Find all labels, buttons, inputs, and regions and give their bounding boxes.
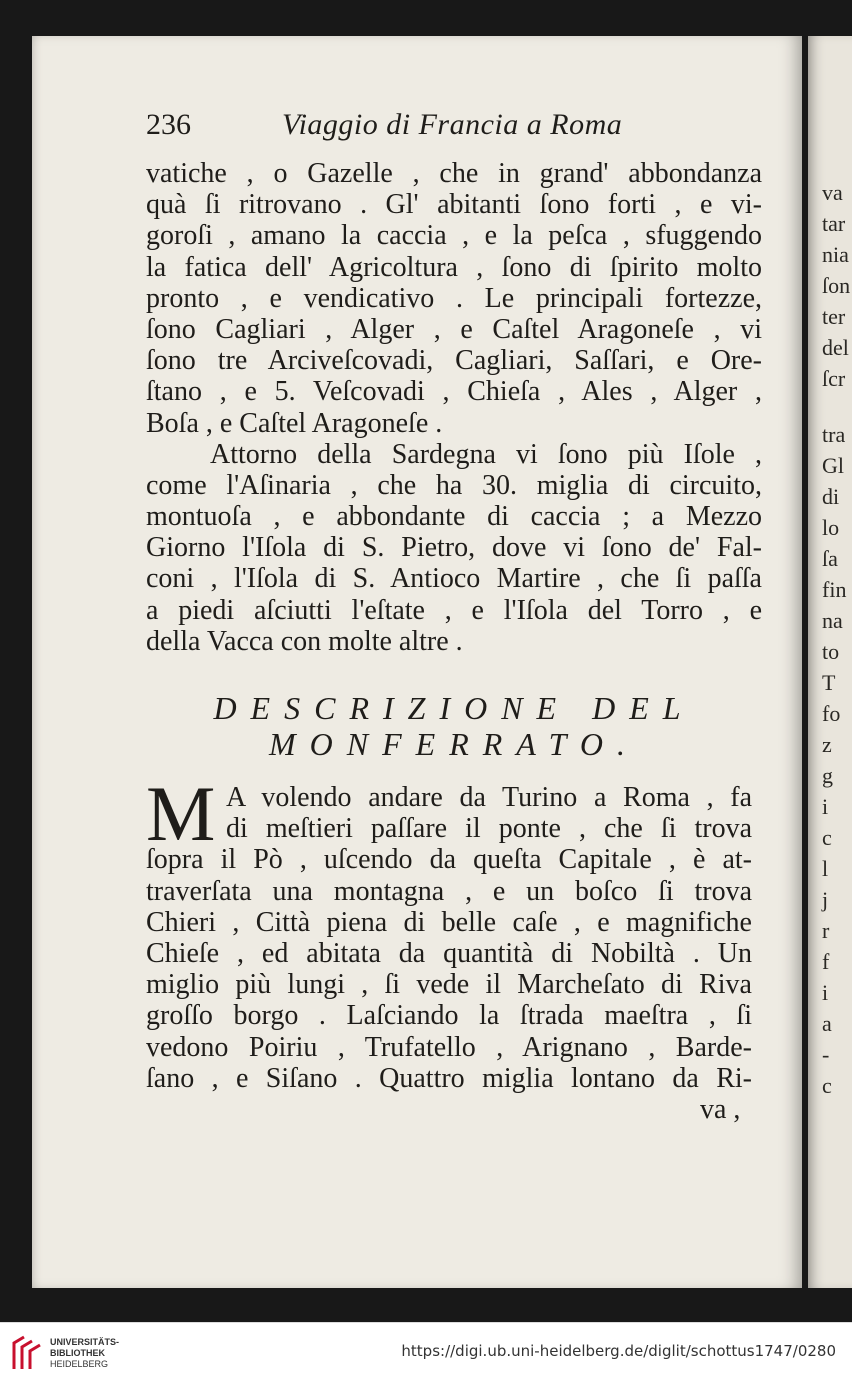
library-logo-icon[interactable] (10, 1333, 46, 1373)
text-line: quà ſi ritrovano . Gl' abitanti ſono forti , e vi- (146, 189, 762, 221)
drop-cap: M (146, 770, 216, 857)
facing-page-fragment: va (822, 180, 843, 205)
facing-page-fragment: tra (822, 422, 846, 447)
facing-page-fragment: ſa (822, 546, 838, 571)
text-line: ſono Cagliari , Alger , e Caſtel Aragoneſe , vi (146, 313, 762, 345)
facing-page-fragment: ſcr (822, 366, 846, 391)
facing-page-fragment: r (822, 918, 830, 943)
text-line: Attorno della Sardegna vi ſono più Iſole , (210, 438, 762, 470)
text-line: pronto , e vendicativo . Le principali fortezze, (146, 282, 762, 314)
logo-line: UNIVERSITÄTS- (50, 1337, 120, 1347)
logo-line: HEIDELBERG (50, 1359, 109, 1369)
body-text-bottom (146, 770, 752, 1094)
permalink-url[interactable]: https://digi.ub.uni-heidelberg.de/diglit/schottus1747/0280 (401, 1342, 836, 1360)
facing-page-fragment: j (822, 887, 829, 912)
text-line: della Vacca con molte altre . (146, 625, 463, 657)
facing-page-fragment: l (822, 856, 829, 881)
section-heading-line: DESCRIZIONE DEL (213, 690, 695, 726)
facing-page-fragment: T (822, 670, 836, 695)
facing-page-fragment: del (822, 335, 849, 360)
text-line: Chieri , Città piena di belle caſe , e magnifiche (146, 906, 752, 938)
text-line: traverſata una montagna , e un boſco ſi trova (146, 875, 752, 907)
facing-page-fragment: c (822, 1073, 832, 1098)
text-line: Giorno l'Iſola di S. Pietro, dove vi ſono de' Fal- (146, 532, 762, 564)
text-line: ſopra il Pò , uſcendo da queſta Capitale , è at- (146, 844, 752, 876)
text-line: miglio più lungi , ſi vede il Marcheſato di Riva (146, 969, 752, 1001)
facing-page-fragment: i (822, 980, 829, 1005)
text-line: Chieſe , ed abitata da quantità di Nobiltà . Un (146, 937, 752, 969)
facing-page-fragment: - (822, 1042, 830, 1067)
library-logo-text (50, 1337, 119, 1370)
page-header (146, 108, 666, 152)
page-number: 236 (146, 108, 191, 141)
facing-page-fragment: ſon (822, 273, 851, 298)
facing-page-fragment: c (822, 825, 832, 850)
facing-page-fragment: a (822, 1011, 832, 1036)
text-line: a piedi aſciutti l'eſtate , e l'Iſola del Torro , e (146, 594, 762, 626)
viewer-footer (0, 1322, 852, 1385)
facing-page-fragment: fin (822, 577, 847, 602)
facing-page-fragment: i (822, 794, 829, 819)
text-line: coni , l'Iſola di S. Antioco Martire , che ſi paſſa (146, 563, 762, 595)
facing-page-fragment: ter (822, 304, 846, 329)
running-title: Viaggio di Francia a Roma (282, 108, 623, 141)
text-line: la fatica dell' Agricoltura , ſono di ſpirito molto (146, 251, 762, 283)
section-heading (146, 690, 762, 762)
logo-line: BIBLIOTHEK (50, 1348, 105, 1358)
text-line: A volendo andare da Turino a Roma , fa (226, 782, 752, 813)
text-line: goroſi , amano la caccia , e la peſca , sfuggendo (146, 220, 762, 252)
text-line: ſano , e Siſano . Quattro miglia lontano da Ri- (146, 1062, 752, 1094)
text-line: groſſo borgo . Laſciando la ſtrada maeſtra , ſi (146, 1000, 752, 1032)
text-line: ſono tre Arciveſcovadi, Cagliari, Saſſari, e Ore- (146, 345, 762, 377)
facing-page-fragment: to (822, 639, 840, 664)
text-line: montuoſa , e abbondante di caccia ; a Mezzo (146, 501, 762, 533)
text-line: vatiche , o Gazelle , che in grand' abbondanza (146, 158, 762, 189)
text-line: vedono Poiriu , Trufatello , Arignano , Barde- (146, 1031, 752, 1063)
facing-page-fragment: f (822, 949, 830, 974)
text-line: Boſa , e Caſtel Aragoneſe . (146, 407, 443, 439)
text-line: di meſtieri paſſare il ponte , che ſi trova (226, 813, 752, 845)
facing-page-fragment: lo (822, 515, 840, 540)
section-heading-line: MONFERRATO. (269, 726, 639, 762)
text-line: come l'Aſinaria , che ha 30. miglia di circuito, (146, 469, 762, 501)
text-line: ſtano , e 5. Veſcovadi , Chieſa , Ales , Alger , (146, 376, 762, 408)
facing-page-fragment: fo (822, 701, 841, 726)
facing-page-fragment: g (822, 763, 833, 788)
facing-page-fragment: di (822, 484, 840, 509)
catchword: va , (700, 1094, 741, 1125)
facing-page-fragment: z (822, 732, 832, 757)
facing-page-fragment: nia (822, 242, 849, 267)
facing-page-fragment: tar (822, 211, 846, 236)
body-text-top (146, 158, 762, 657)
facing-page-fragment: na (822, 608, 843, 633)
facing-page-fragment: Gl (822, 453, 844, 478)
